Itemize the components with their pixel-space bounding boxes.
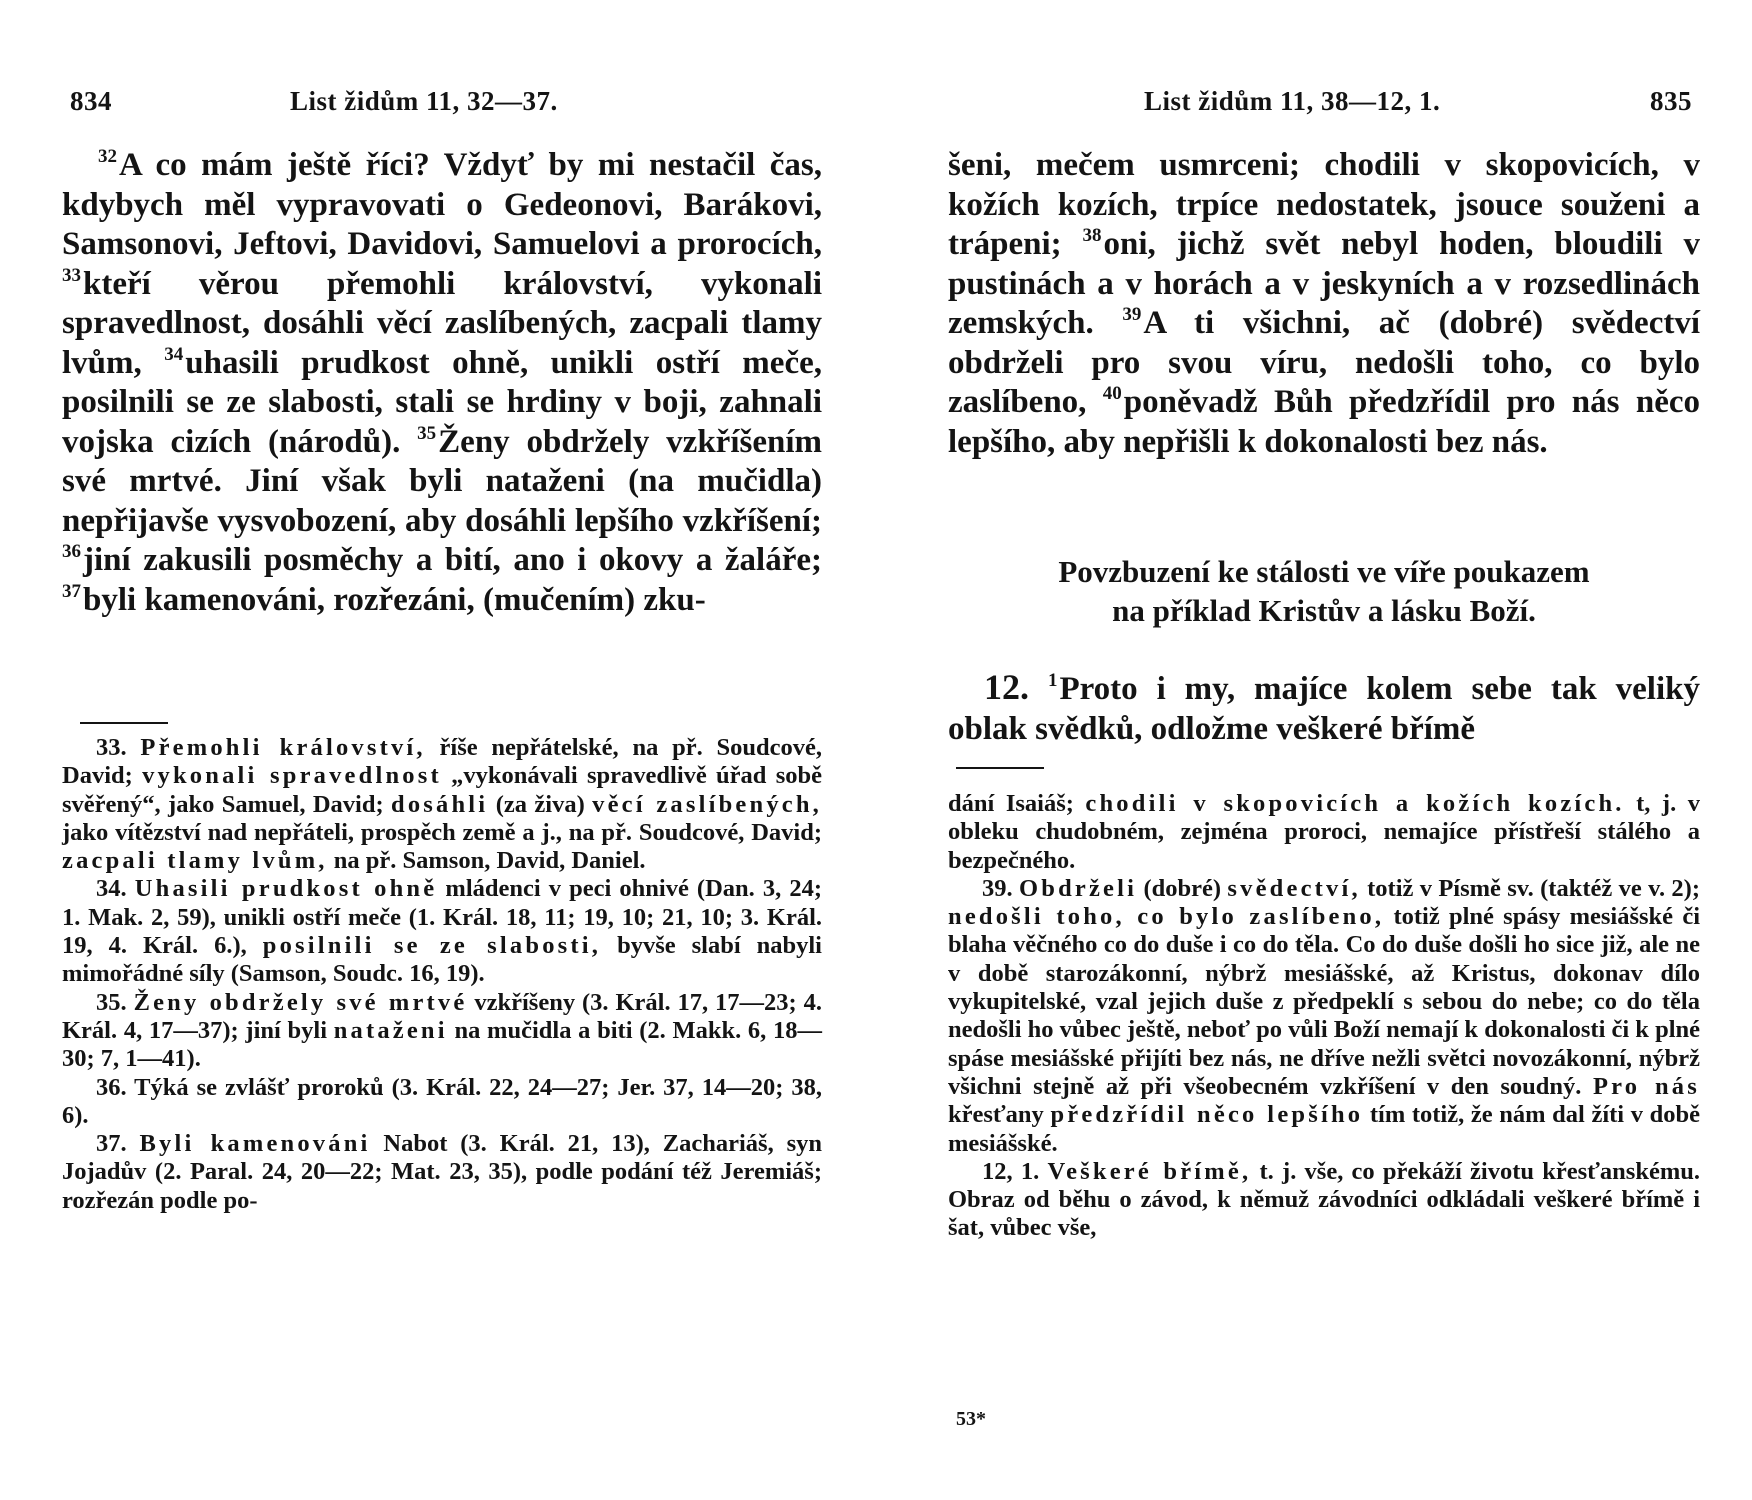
verse-text: Ženy obdržely vzkříšením své mrtvé. Jiní však byli nataženi (na mučidla) nepřijavše vysvobození, aby dosáhli lepšího vzkříšení; [62,423,822,539]
section-heading [948,552,1700,630]
footnote-divider [80,722,168,724]
running-title: List židům 11, 32—37. [290,86,558,116]
footnote-keyword: nedošli toho, co bylo zaslíbeno, [948,903,1385,931]
verse-text: byli kamenováni, rozřezáni, (mučením) zku- [83,581,706,618]
footnote-keyword: předzřídil něco lepšího [1050,1101,1364,1129]
footnote-number: 39. [982,874,1019,902]
footnote-text: dání Isaiáš; [948,790,1086,817]
footnote-keyword: Veškeré břímě, [1047,1157,1252,1185]
footnote [62,734,822,875]
verse-number: 34 [164,343,184,365]
verse-number: 36 [62,541,81,562]
footnote-text: na mučidla a biti (2. Makk. 6, 18—30; 7, 1—41). [62,1016,822,1073]
right-page-header [948,86,1700,126]
footnote-number: 33. [96,734,141,761]
chapter-number: 12. [984,667,1029,707]
footnotes [948,790,1700,1243]
verse-text: oni, jichž svět nebyl hoden, bloudili v pustinách a v horách a v jeskyních a v rozsedlinách zemských. [948,226,1700,341]
chapter-text [948,668,1700,749]
footnote-keyword: Obdrželi [1018,874,1138,902]
verse-number: 35 [417,422,437,444]
footnote-keyword: Ženy obdržely své mrtvé [133,988,468,1016]
footnote-number: 34. [96,875,135,903]
verse-number: 40 [1102,383,1122,404]
footnote-keyword: dosáhli [391,790,489,818]
signature-mark: 53* [956,1408,986,1430]
footnote-text: t. j. vše, co překáží životu křesťanskému. Obraz od běhu o závod, k němuž závodníci odkládali veškeré břímě i šat, vůbec vše, [948,1157,1700,1242]
footnote [62,875,822,988]
footnote-text: křesťany [948,1101,1051,1129]
main-text [948,146,1700,462]
left-page-header [62,86,822,126]
verse-text: A co mám ještě říci? Vždyť by mi nestačil čas, kdybych měl vypravovati o Gedeonovi, Barákovi, Samsonovi, Jeftovi, Davidovi, Samuelovi a prorocích, [62,147,822,262]
verse-text: jiní zakusili posměchy a bití, ano i okovy a žaláře; [83,542,822,578]
footnote-text: „vykonávali spravedlivě úřad sobě svěřený“, jako Samuel, David; [62,762,822,818]
footnote-keyword: chodili v skopovicích a kožích kozích. [1085,790,1625,817]
verse-number: 38 [1082,225,1102,246]
footnote-keyword: svědectví, [1227,874,1361,902]
running-title: List židům 11, 38—12, 1. [1144,86,1441,116]
left-page [62,0,822,1500]
footnote [948,1158,1700,1243]
footnote-keyword: Uhasili prudkost ohně [134,875,438,903]
footnote [62,1074,822,1131]
footnote-keyword: Přemohli království, [140,734,426,761]
footnote-text: říše nepřátelské, na př. Soudcové, David; [62,734,823,790]
page-number: 835 [1650,86,1692,116]
footnote-text: byvše slabí nabyli mimořádné síly (Samson, Soudc. 16, 19). [62,932,822,988]
verse-text: šeni, mečem usmrceni; chodili v skopovicích, v kožích kozích, trpíce nedostatek, jsouce souženi a trápeni; [948,147,1700,262]
verse-text: A ti všichni, ač (dobré) svědectví obdrželi pro svou víru, nedošli toho, co bylo zaslíbeno, [948,305,1701,420]
footnote-text: (za živa) [488,790,593,818]
footnote-number: 37. [96,1130,140,1158]
footnote-text: tím totiž, že nám dal žíti v době mesiášské. [948,1101,1700,1157]
verse-text: kteří věrou přemohli království, vykonali spravedlnost, dosáhli věcí zaslíbených, zacpali tlamy lvům, [62,265,822,381]
verse-number: 37 [62,580,81,602]
footnote [948,875,1700,1158]
footnote [62,1130,822,1215]
verse-text: poněvadž Bůh předzřídil pro nás něco lepšího, aby nepřišli k dokonalosti bez nás. [948,384,1700,460]
footnote [948,790,1700,875]
verse-number: 39 [1122,304,1142,325]
footnote-number: 35. [96,988,134,1016]
footnote [62,989,822,1074]
footnote-number: 36. [96,1073,135,1101]
footnote-number: 12, 1. [982,1157,1048,1185]
heading-line: Povzbuzení ke stálosti ve víře poukazem [1058,554,1590,589]
footnote-divider [956,767,1044,769]
main-text [62,146,822,620]
right-page [948,0,1700,1500]
footnote-text: Týká se zvlášť proroků (3. Král. 22, 24—27; Jer. 37, 14—20; 38, 6). [62,1073,823,1129]
verse-number: 1 [1047,670,1058,691]
footnote-keyword: vykonali spravedlnost [142,762,442,790]
footnote-keyword: Byli kamenováni [139,1130,371,1158]
footnote-text: totiž v Písmě sv. (taktéž ve v. 2); [1360,874,1701,902]
footnote-keyword: zacpali tlamy lvům, [62,847,328,875]
footnotes [62,734,822,1215]
footnote-text: na př. Samson, David, Daniel. [327,847,646,875]
footnote-keyword: posilnili se ze slabosti, [262,932,602,960]
footnote-keyword: Pro nás [1592,1072,1700,1100]
verse-text: uhasili prudkost ohně, unikli ostří meče, posilnili se ze slabosti, stali se hrdiny v boji, zahnali vojska cizích (národů). [62,344,822,460]
page-number: 834 [70,86,112,116]
verse-number: 33 [62,264,81,286]
footnote-text: Nabot (3. Král. 21, 13), Zachariáš, syn Jojadův (2. Paral. 24, 20—22; Mat. 23, 35), podle podání též Jeremiáš; rozřezán podle po- [62,1130,822,1214]
verse-number: 32 [98,146,117,167]
footnote-text: mládenci v peci ohnivé (Dan. 3, 24; 1. Mak. 2, 59), unikli ostří meče (1. Král. 18, 11; 19, 10; 21, 10; 3. Král. 19, 4. Král. 6.), [62,875,822,960]
footnote-text: totiž plné spásy mesiášské či blaha věčného co do duše i co do těla. Co do duše došli ho sice již, ale ne v době starozákonní, nýbrž mesiášské, až Kristus, dokonav dílo vykupitelské, vzal jejich duše z předpeklí s sebou do nebe; co do těla nedošli ho vůbec ještě, neboť po vůli Boží nemají k dokonalosti či k plné spáse mesiášské přijíti bez nás, ne dříve nežli světci novozákonní, nýbrž všichni stejně až při všeobecném vzkříšení v den soudný. [948,903,1700,1100]
heading-line: na příklad Kristův a lásku Boží. [1112,593,1536,628]
footnote-text: t, j. v obleku chudobném, zejména proroci, nemajíce přístřeší stálého a bezpečného. [948,790,1700,874]
footnote-keyword: nataženi [333,1016,448,1044]
verse-text: Proto i my, majíce kolem sebe tak veliký oblak svědků, odložme veškeré břímě [948,671,1700,747]
footnote-text: (dobré) [1137,874,1228,902]
footnote-keyword: věcí zaslíbených, [592,790,822,818]
footnote-text: vzkříšeny (3. Král. 17, 17—23; 4. Král. 4, 17—37); jiní byli [62,988,822,1044]
footnote-text: jako vítězství nad nepřáteli, prospěch země a j., na př. Soudcové, David; [62,818,822,846]
